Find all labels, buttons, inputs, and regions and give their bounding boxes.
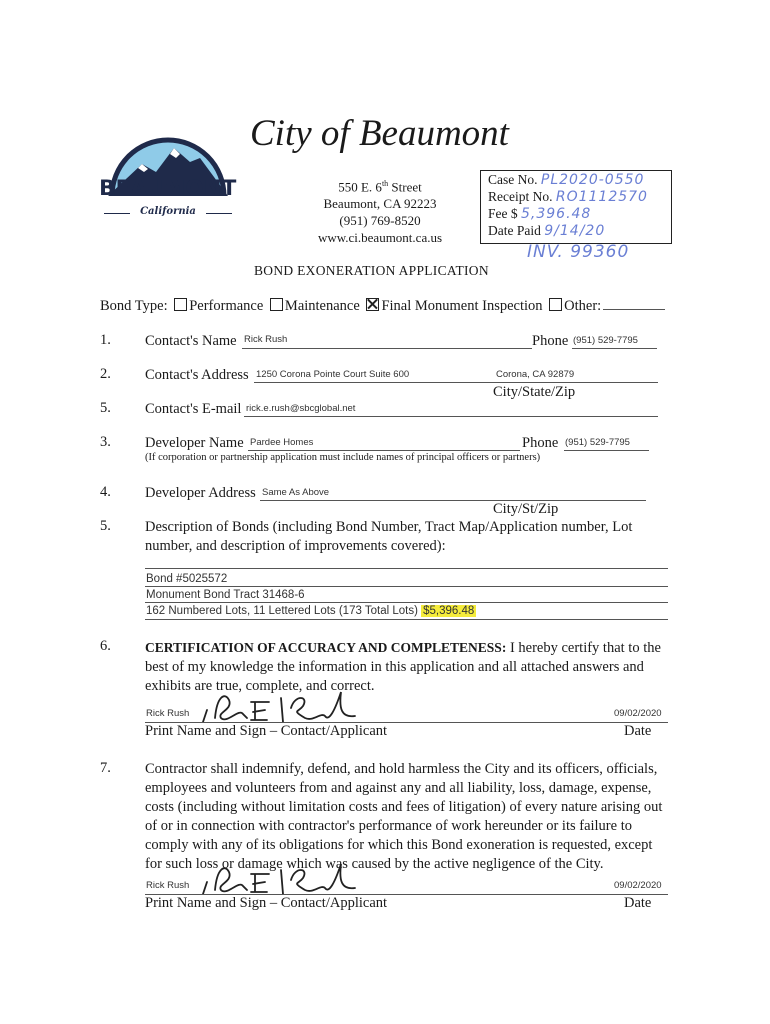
bond-description-line-1[interactable]: Bond #5025572 xyxy=(146,573,228,585)
logo-sub: California xyxy=(140,206,196,217)
maintenance-checkbox[interactable] xyxy=(270,298,283,311)
item-number-6: 6. xyxy=(100,638,111,654)
bond-description-line-3[interactable]: 162 Numbered Lots, 11 Lettered Lots (173 Total Lots) $5,396.48 xyxy=(146,605,475,617)
developer-name-label: Developer Name xyxy=(145,435,244,451)
receipt-value: RO1112570 xyxy=(555,189,648,205)
city-st-zip-label: City/St/Zip xyxy=(493,501,559,517)
case-no-value: PL2020-0550 xyxy=(540,172,645,188)
date-paid-value: 9/14/20 xyxy=(544,223,606,239)
contact-phone-label: Phone xyxy=(532,333,569,349)
cert-printed-name[interactable]: Rick Rush xyxy=(146,708,190,719)
contact-city-value[interactable]: Corona, CA 92879 xyxy=(496,369,575,380)
developer-phone-label: Phone xyxy=(522,435,559,451)
address-website: www.ci.beaumont.ca.us xyxy=(317,230,443,246)
address-city: Beaumont, CA 92223 xyxy=(323,196,437,212)
indemnity-sign-label: Print Name and Sign – Contact/Applicant xyxy=(145,895,388,911)
city-logo xyxy=(98,118,238,223)
contact-address-value[interactable]: 1250 Corona Pointe Court Suite 600 xyxy=(256,369,410,380)
bond-type-row: Bond Type: Performance Maintenance Final Monument Inspection Other: xyxy=(100,297,665,316)
item-number-3: 3. xyxy=(100,434,111,450)
fee-value: 5,396.48 xyxy=(521,206,592,222)
final-monument-checkbox[interactable] xyxy=(366,298,379,311)
indemnity-text: Contractor shall indemnify, defend, and hold harmless the City and its officers, officials, employees and volunteers from and against any and all liability, loss, damage, expense, costs (including without limitation costs and fees of litigation) of every nature arising out of or in connection with contractor's performance of work hereunder or its failure to comply with any of its obligations for which this Bond exoneration is requested, except for such loss or damage which was caused by the active negligence of the City. xyxy=(145,761,663,872)
developer-address-label: Developer Address xyxy=(145,485,256,501)
other-line[interactable] xyxy=(603,309,665,310)
email-value[interactable]: rick.e.rush@sbcglobal.net xyxy=(246,403,356,414)
description-label: Description of Bonds (including Bond Number, Tract Map/Application number, Lot number, and description of improvements covered): xyxy=(145,519,633,554)
city-title: City of Beaumont xyxy=(250,113,509,154)
certification-text: CERTIFICATION OF ACCURACY AND COMPLETENESS: I hereby certify that to the best of my knowledge the information in this application and all attached answers and exhibits are true, complete, and correct. xyxy=(145,640,661,694)
other-checkbox[interactable] xyxy=(549,298,562,311)
indemnity-date-label: Date xyxy=(624,895,652,911)
address-phone: (951) 769-8520 xyxy=(339,213,421,229)
date-paid-row: Date Paid 9/14/20 xyxy=(488,223,606,239)
item-number-2: 2. xyxy=(100,366,111,382)
certification-heading: CERTIFICATION OF ACCURACY AND COMPLETENESS: xyxy=(145,640,507,655)
contact-phone-value[interactable]: (951) 529-7795 xyxy=(573,335,638,346)
cert-date-value[interactable]: 09/02/2020 xyxy=(614,708,662,719)
cert-date-label: Date xyxy=(624,723,652,739)
contact-name-label: Contact's Name xyxy=(145,333,237,349)
logo-name: BEAUMONT xyxy=(99,176,237,200)
receipt-row: Receipt No. RO1112570 xyxy=(488,189,648,205)
address-street: 550 E. 6th Street xyxy=(338,179,422,195)
item-number-7: 7. xyxy=(100,760,111,776)
indemnity-printed-name[interactable]: Rick Rush xyxy=(146,880,190,891)
bond-amount-highlight: $5,396.48 xyxy=(423,605,475,617)
contact-address-label: Contact's Address xyxy=(145,367,249,383)
fee-row: Fee $ 5,396.48 xyxy=(488,206,592,222)
city-state-zip-label: City/State/Zip xyxy=(493,384,576,400)
item-number-4: 4. xyxy=(100,484,111,500)
contact-name-value[interactable]: Rick Rush xyxy=(244,334,288,345)
email-label: Contact's E-mail xyxy=(145,401,242,417)
logo-sub-row xyxy=(104,206,232,220)
item-number-1: 1. xyxy=(100,332,111,348)
developer-phone-value[interactable]: (951) 529-7795 xyxy=(565,437,630,448)
item-number-5b: 5. xyxy=(100,518,111,534)
address-block xyxy=(300,175,460,246)
performance-checkbox[interactable] xyxy=(174,298,187,311)
form-title: BOND EXONERATION APPLICATION xyxy=(254,263,489,278)
case-no-row: Case No. PL2020-0550 xyxy=(488,172,645,188)
developer-name-value[interactable]: Pardee Homes xyxy=(250,437,314,448)
item-number-5a: 5. xyxy=(100,400,111,416)
cert-sign-label: Print Name and Sign – Contact/Applicant xyxy=(145,723,388,739)
indemnity-date-value[interactable]: 09/02/2020 xyxy=(614,880,662,891)
developer-address-value[interactable]: Same As Above xyxy=(262,487,330,498)
bond-description-line-2[interactable]: Monument Bond Tract 31468-6 xyxy=(146,589,305,601)
invoice-note: INV. 99360 xyxy=(527,242,630,262)
corporation-note: (If corporation or partnership application must include names of principal officers or partners) xyxy=(145,452,541,463)
